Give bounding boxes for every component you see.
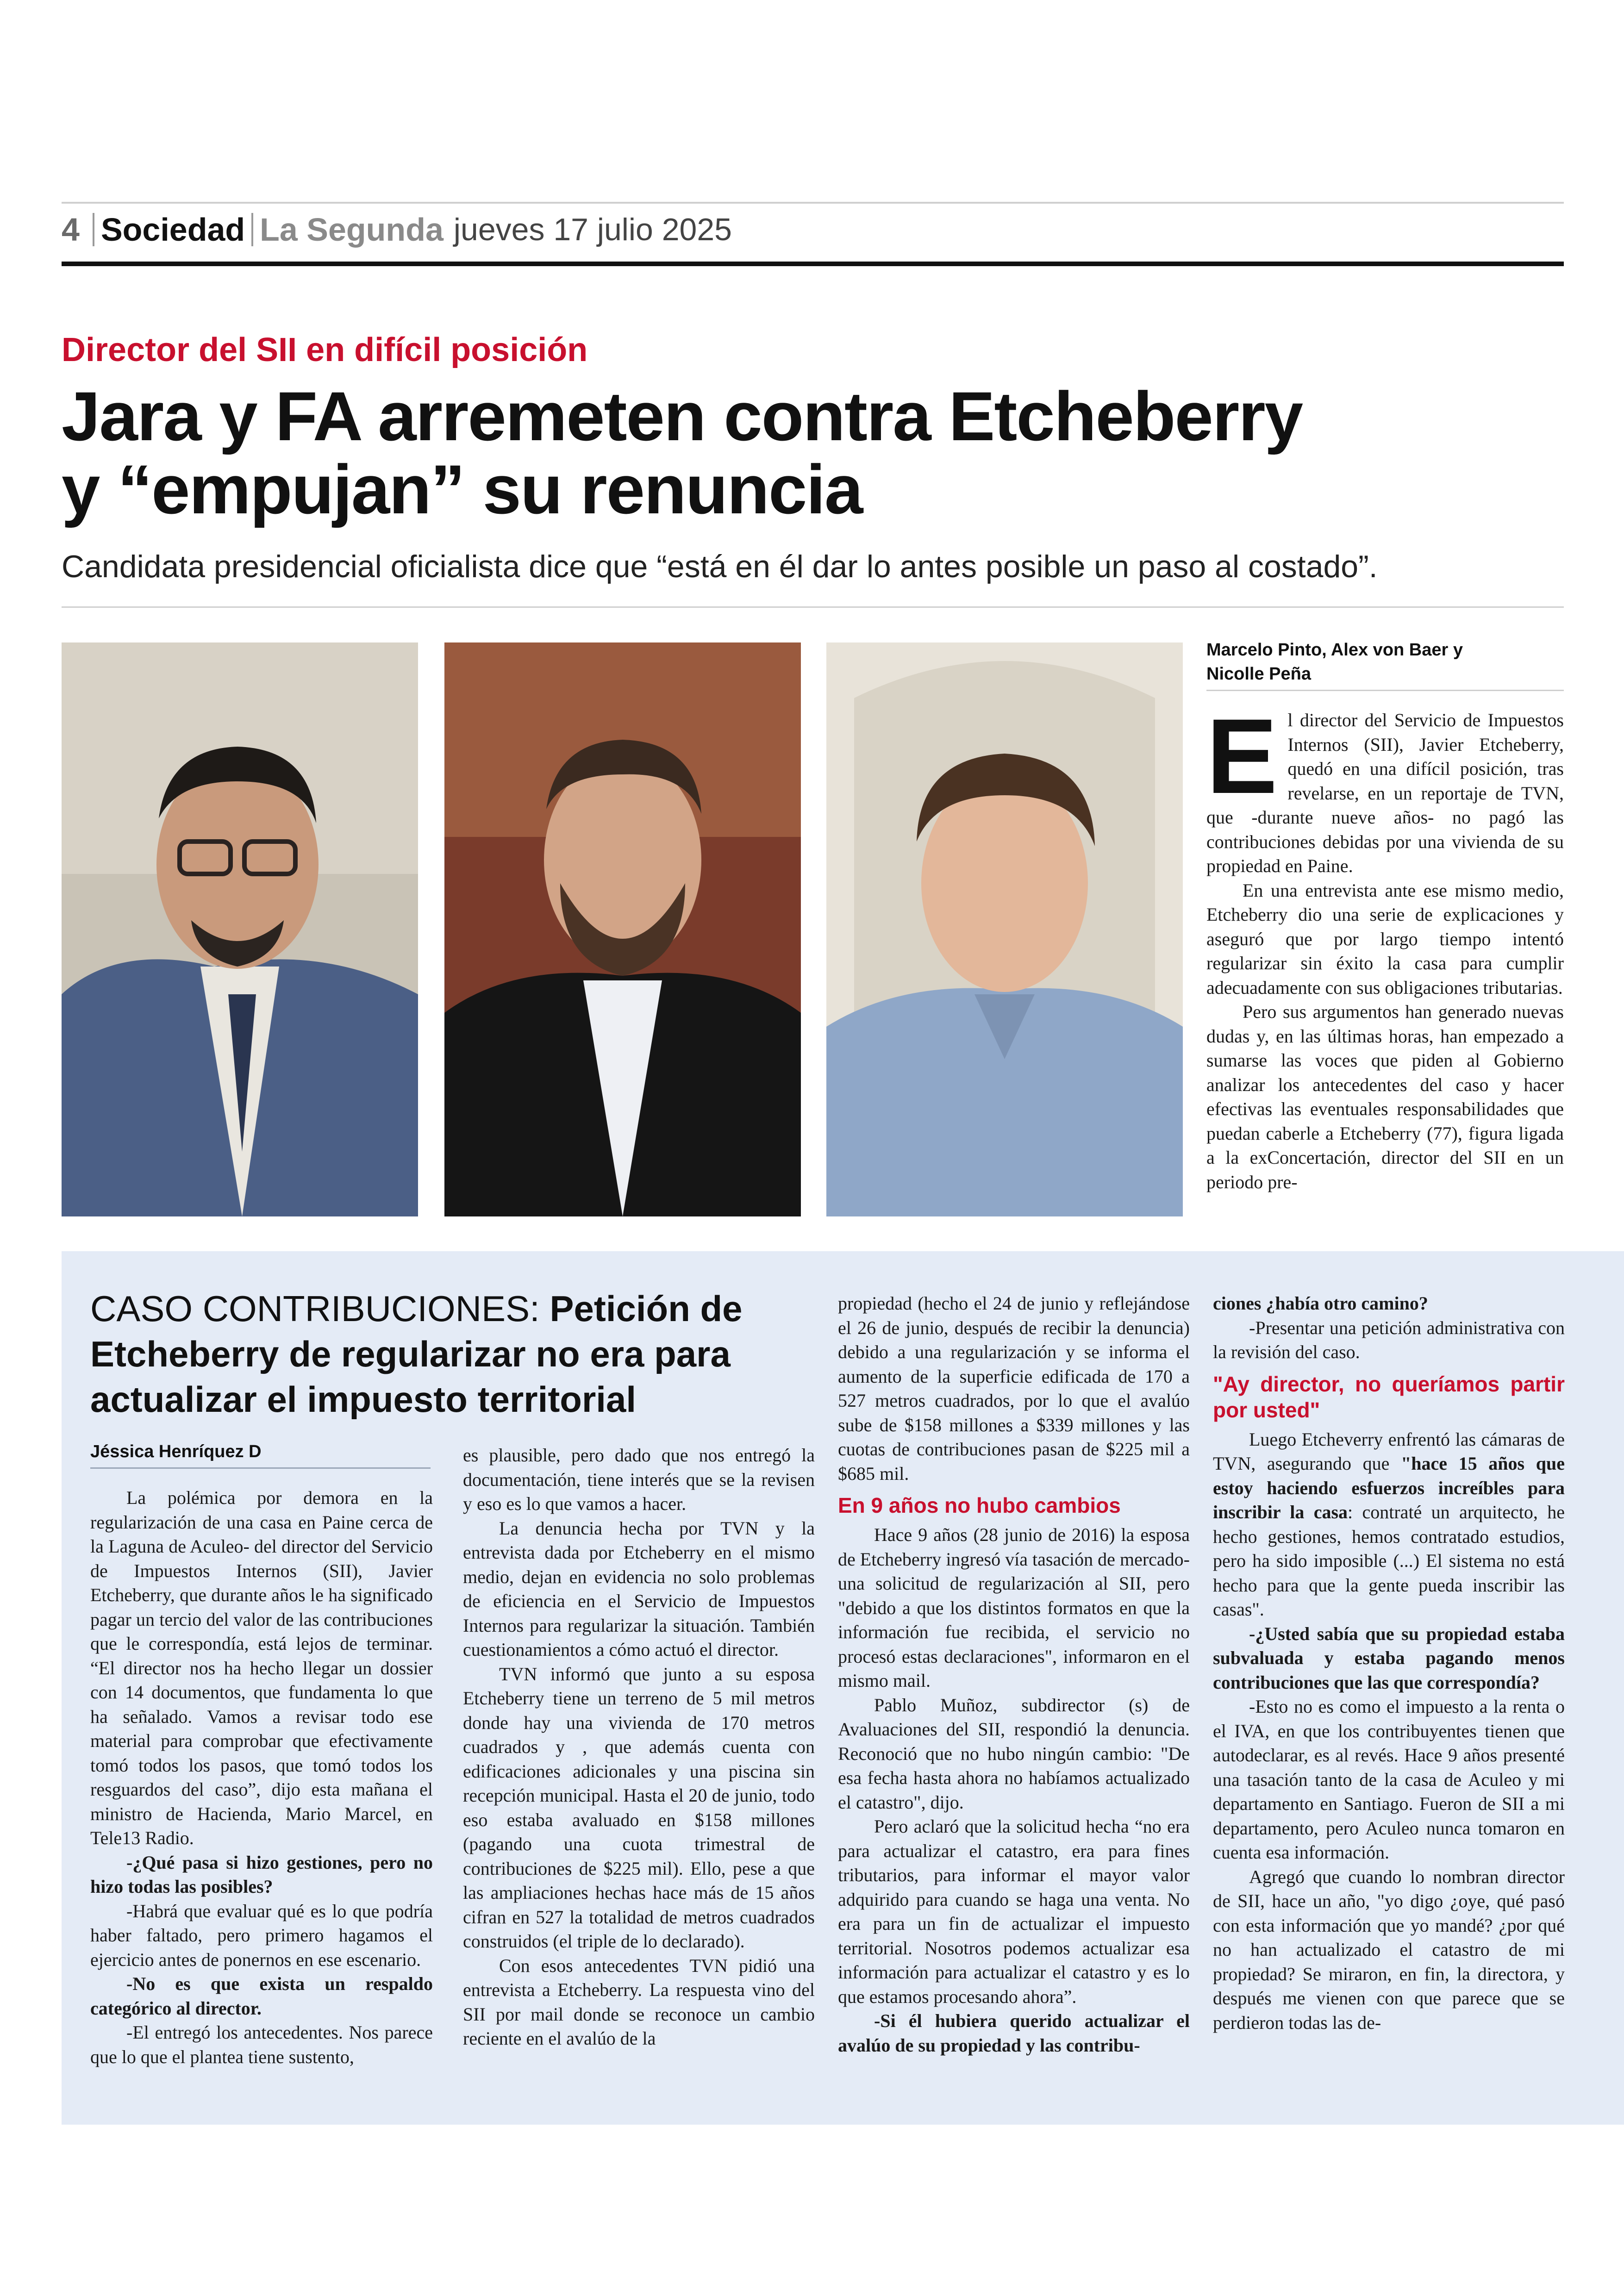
box-paragraph: -Esto no es como el impuesto a la renta o el IVA, en que los contribuyentes tienen que autodeclarar, es al revés. Hace 9 años presenté una tasación tanto de la casa de Aculeo y mi departamento en Santiago. Fueron de SII a mi departamento, pero Aculeo nunca tomaron en cuenta esa información. <box>1213 1696 1565 1863</box>
box-column-4 <box>1213 1291 1565 2035</box>
box-paragraph: Agregó que cuando lo nombran director de SII, hace un año, "yo digo ¿oye, qué pasó con esta información que yo mandé? ¿por qué no han actualizado el catastro de mi propiedad? Se miraron, en fin, la directora, y después me vienen con que parece que se perdieron todas las de- <box>1213 1866 1565 2033</box>
article-paragraph <box>1206 697 1564 879</box>
question-text: ciones ¿había otro camino? <box>1213 1293 1428 1314</box>
top-rule <box>62 202 1564 204</box>
publication-name: La Segunda <box>260 212 443 248</box>
byline-line-2: Nicolle Peña <box>1206 664 1311 684</box>
box-paragraph: TVN informó que junto a su esposa Etcheberry tiene un terreno de 5 mil metros donde hay una vivienda de 170 metros cuadrados y , que además cuenta con edificaciones adicionales y una piscina sin recepción municipal. Hasta el 20 de junio, todo eso estaba avaluado en $158 millones (pagando una cuota trimestral de contribuciones de $225 mil). Ello, pese a que las ampliaciones hechas hace más de 15 años cifran en 527 la totalidad de metros cuadrados construidos (el triple de lo declarado). <box>463 1663 815 1952</box>
box-title-caps: CASO CONTRIBUCIONES: <box>90 1288 540 1329</box>
section-name: Sociedad <box>100 212 245 248</box>
box-paragraph: propiedad (hecho el 24 de junio y reflejándose el 26 de junio, después de recibir la denuncia) debido a una regularización y se informa el aumento de la superficie edificada de 170 a 527 metros cuadrados, por lo que el avalúo sube de $158 millones a $339 millones y las cuotas de contribuciones pasan de $225 mil a $685 mil. <box>838 1293 1190 1484</box>
box-paragraph: Hace 9 años (28 junio de 2016) la esposa de Etcheberry ingresó vía tasación de mercado- una solicitud de regularización al SII, pero "debido a que los distintos formatos en que la información fue recibida, el servicio no procesó estas declaraciones", informaron en el mismo mail. <box>838 1524 1190 1691</box>
byline-rule <box>1206 690 1564 691</box>
box-byline: Jéssica Henríquez D <box>90 1442 262 1461</box>
box-byline-rule <box>90 1467 431 1469</box>
quote-bold: "hace 15 años que estoy haciendo esfuerzos increíbles para inscribir la casa <box>1213 1453 1565 1522</box>
box-title-bold: Petición de Etcheberry de regularizar no era para actualizar el impuesto territorial <box>90 1288 743 1420</box>
drop-cap: E <box>1206 697 1278 816</box>
byline <box>1206 638 1558 686</box>
deck-rule <box>62 606 1564 608</box>
subheading: "Ay director, no queríamos partir por usted" <box>1213 1372 1565 1422</box>
box-paragraph: -Habrá que evaluar qué es lo que podría haber faltado, pero primero hagamos el ejercicio antes de ponernos en ese escenario. <box>90 1900 433 1970</box>
box-column-2 <box>463 1443 815 2051</box>
box-question <box>1213 1622 1565 1695</box>
article-body <box>1206 697 1564 1194</box>
text-run: : contraté un arquitecto, he hecho gestiones, hemos contratado estudios, pero ha sido imposible (...) El sistema no está hecho para que la gente pueda inscribir las casas". <box>1213 1502 1565 1620</box>
article-paragraph: Pero sus argumentos han generado nuevas dudas y, en las últimas horas, han empezado a sumarse las voces que piden al Gobierno analizar los antecedentes del caso y hacer efectivas las eventuales responsabilidades que puedan caberle a Etcheberry (77), figura ligada a la exConcertación, director del SII en un periodo pre- <box>1206 1001 1564 1192</box>
header-rule <box>62 262 1564 266</box>
box-paragraph: Pablo Muñoz, subdirector (s) de Avaluaciones del SII, respondió la denuncia. Reconoció que no hubo ningún cambio: "De esa fecha hasta ahora no habíamos actualizado el catastro", dijo. <box>838 1694 1190 1813</box>
header-divider <box>251 213 253 246</box>
question-text: -No es que exista un respaldo categórico al director. <box>90 1973 433 2019</box>
header-divider <box>93 213 94 246</box>
text-run: Luego Etcheverry enfrentó las cámaras de TVN, asegurando que <box>1213 1428 1565 1474</box>
question-text: -¿Usted sabía que su propiedad estaba subvaluada y estaba pagando menos contribuciones que las que correspondía? <box>1213 1623 1565 1693</box>
box-question <box>838 2009 1190 2058</box>
box-paragraph: -Presentar una petición administrativa con la revisión del caso. <box>1213 1317 1565 1362</box>
deck: Candidata presidencial oficialista dice que “está en él dar lo antes posible un paso al costado”. <box>62 549 1378 584</box>
box-paragraph: Pero aclaró que la solicitud hecha “no era para actualizar el catastro, era para fines tributarios, para informar el mayor valor adquirido para cuando se haga una venta. No era para un fin de actualizar el impuesto territorial. Nosotros podemos actualizar esa información para actualizar el catastro y es lo que estamos procesando ahora”. <box>838 1816 1190 2007</box>
box-title <box>90 1286 803 1422</box>
article-paragraph: En una entrevista ante ese mismo medio, Etcheberry dio una serie de explicaciones y aseguró que por largo tiempo intentó regularizar sin éxito la casa para cumplir adecuadamente con sus obligaciones tributarias. <box>1206 879 1564 998</box>
box-paragraph: La polémica por demora en la regularización de una casa en Paine cerca de la Laguna de Aculeo- del director del Servicio de Impuestos Internos (SII), Javier Etcheberry, que durante años le ha significado pagar un tercio del valor de las contribuciones que le correspondía, está lejos de terminar. “El director nos ha hecho llegar un dossier con 14 documentos, que fundamenta lo que ha señalado. Vamos a revisar todo ese material para comprobar que efectivamente tomó todos los pasos, que tomó todos los resguardos del caso”, dijo esta mañana el ministro de Hacienda, Mario Marcel, en Tele13 Radio. <box>90 1487 433 1848</box>
box-question <box>1213 1291 1565 1316</box>
subheading: En 9 años no hubo cambios <box>838 1493 1121 1517</box>
box-paragraph: -El entregó los antecedentes. Nos parece que lo que el plantea tiene sustento, <box>90 2022 433 2067</box>
box-column-1 <box>90 1486 433 2069</box>
page-header <box>62 211 1564 249</box>
question-text: -Si él hubiera querido actualizar el avalúo de su propiedad y las contribu- <box>838 2010 1190 2056</box>
photo-2 <box>444 642 801 1216</box>
byline-line-1: Marcelo Pinto, Alex von Baer y <box>1206 640 1463 660</box>
paragraph-text: l director del Servicio de Impuestos Internos (SII), Javier Etcheberry, quedó en una difícil posición, tras revelarse, en un reportaje de TVN, que -durante nueve años- no pagó las contribuciones debidas por una vivienda de su propiedad en Paine. <box>1206 710 1564 876</box>
box-question <box>90 1972 433 2021</box>
box-paragraph: es plausible, pero dado que nos entregó la documentación, tiene interés que se la revisen y eso es lo que vamos a hacer. <box>463 1445 815 1514</box>
box-paragraph: Con esos antecedentes TVN pidió una entrevista a Etcheberry. La respuesta vino del SII por mail donde se reconoce un cambio reciente en el avalúo de la <box>463 1955 815 2049</box>
publication-date: jueves 17 julio 2025 <box>453 212 732 247</box>
box-column-3 <box>838 1291 1190 2058</box>
headline-line-2: y “empujan” su renuncia <box>62 450 862 528</box>
question-text: -¿Qué pasa si hizo gestiones, pero no hizo todas las posibles? <box>90 1852 433 1897</box>
box-paragraph <box>1213 1428 1565 1622</box>
headline <box>62 377 1543 528</box>
headline-line-1: Jara y FA arremeten contra Etcheberry <box>62 377 1303 455</box>
photo-1 <box>62 642 418 1216</box>
photo-3 <box>826 642 1183 1216</box>
kicker: Director del SII en difícil posición <box>62 331 588 368</box>
box-paragraph: La denuncia hecha por TVN y la entrevista dada por Etcheberry en el mismo medio, dejan en evidencia no solo problemas de eficiencia en el Servicio de Impuestos Internos para regularizar la situación. También cuestionamientos a cómo actuó el director. <box>463 1517 815 1660</box>
box-question <box>90 1851 433 1899</box>
page-number: 4 <box>62 212 80 248</box>
